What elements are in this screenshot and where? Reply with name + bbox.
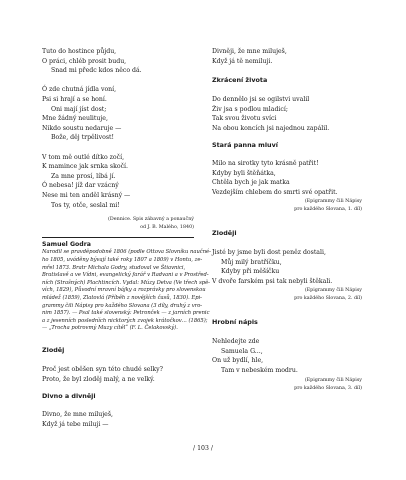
poem-line: Vezdejším chlebem do smrti své opatřit. xyxy=(212,188,338,196)
poem-line: Nehledejte zde xyxy=(212,338,260,345)
bio-line: ho 1805, uváděny bývají také roky 1807 a 1809) v Hontu, ze- xyxy=(42,257,203,263)
poem-line: Oni mají jíst dost; xyxy=(51,105,107,113)
poem-hostinec xyxy=(42,47,142,210)
poem-line: Kdyby byli štěňátka, xyxy=(212,169,276,177)
poem-line: Tam v nebeském modru. xyxy=(221,366,298,374)
heading-zlodeji: Zloději xyxy=(212,229,237,237)
poem-line: K mamince jak srnka skočí. xyxy=(42,163,128,171)
poem-line: O práci, chléb prosit budu, xyxy=(42,57,127,65)
poem-line: Nese mi ten anděl krásný — xyxy=(42,191,131,199)
source-stara-panna xyxy=(212,198,362,213)
poem-divno-continued xyxy=(212,47,287,66)
poem-zlodej xyxy=(42,365,163,384)
poem-line: Do dennělo jsi se ogilstvi uvalil xyxy=(212,96,310,103)
bio-line: nim 1857). — Psal také slovenský: Petronček — z jarních prenic xyxy=(42,310,210,317)
source-line: (Epigrammy čili Nápisy xyxy=(304,378,362,383)
bio-line: grammy čili Nápisy pro každého Slovana (3 díly, druhý z vro- xyxy=(42,302,203,309)
poem-line: Kdyby při měšíčku xyxy=(221,268,280,276)
bio-line: Bratislavě a ve Vídni, evangelický farář v Radvani a v Prostřed- xyxy=(42,272,209,279)
heading-zkraceni: Zkrácení života xyxy=(212,76,268,84)
poem-zkraceni xyxy=(212,95,329,133)
poem-line: V dvoře farském psi tak nebyli štěkali. xyxy=(212,277,333,285)
poem-line: Divněji, že mne miluješ, xyxy=(212,48,287,55)
poem-line: Nikdo soustu nedaruje — xyxy=(42,124,122,132)
bio-line: Narodil se pravděpodobně 1806 (podle Ottova Slovníku naučné- xyxy=(42,249,211,256)
heading-hrobni-napis: Hrobní nápis xyxy=(212,318,258,326)
page-number: / 103 / xyxy=(193,445,213,452)
bio-line: a z jesenních poslední̇ch nicktorých zvojek krátočkov… (1865); xyxy=(42,317,208,324)
source-line: pro každého Slovana, 3. díl) xyxy=(294,385,362,391)
poem-zlodeji xyxy=(212,248,332,286)
poem-line: Samuela G..., xyxy=(221,347,263,355)
poem-line: Tos ty, otče, seslal mi! xyxy=(51,201,120,209)
author-bio xyxy=(42,241,211,333)
source-line: (Epigrammy čili Nápisy xyxy=(304,288,362,293)
poem-line: Když já tebe miluji — xyxy=(42,420,109,428)
poem-line: Milo na sirotky tyto krásně patřit! xyxy=(212,160,319,167)
poem-line: Na obou koncích jsi najednou zapálil. xyxy=(212,124,330,132)
source-dennice xyxy=(42,216,194,231)
poem-line: Tak svou životu svíci xyxy=(212,115,277,123)
poem-line: Ó nebesa! jíž dar vzácný xyxy=(42,182,119,190)
poem-line: Jisté by jsme byli dost peněz dostali, xyxy=(212,249,326,256)
source-zlodeji xyxy=(212,287,362,302)
poem-line: Divno, že mne miluješ, xyxy=(42,411,113,418)
source-line: pro každého Slovana, 1. díl) xyxy=(294,206,362,212)
bio-line: mřel 1873. Bratr Michala Godry, studoval ve Štiavnici, xyxy=(42,264,186,271)
poem-line: Chtěla bych je jak matka xyxy=(212,179,290,187)
bio-line: mládež (1859), Zlatovlá (Příběh z novějších časů, 1830). Epi- xyxy=(42,294,202,301)
heading-stara-panna: Stará panna mluví xyxy=(212,141,278,149)
poem-line: Když já tě nemiluji. xyxy=(212,57,273,65)
poem-line: Proto, že byl zloděj malý, a ne velký. xyxy=(42,375,155,383)
poem-line: V tom mě outlé dítko zočí, xyxy=(42,153,125,161)
poem-line: Psi si hrají a se honí. xyxy=(42,95,107,103)
poem-line: Tuto do hostince půjdu, xyxy=(42,48,117,55)
poem-line: Snad mi předc kdos něco dá. xyxy=(51,67,142,75)
poem-hrobni-napis xyxy=(212,337,298,375)
section-divider xyxy=(42,237,194,238)
bio-line: ních (Strašných) Plachtincích. Vydal: Múzy Detva (Ve třech spě- xyxy=(42,279,210,286)
heading-divno: Divno a divněji xyxy=(42,392,96,400)
source-line: od J. B. Malého, 1840) xyxy=(140,224,194,230)
poem-line: Bože, děj trpělivost! xyxy=(51,134,115,142)
source-line: (Dennice. Spis zábavný a ponaučný xyxy=(108,217,194,222)
poem-line: On už bydlí, hle, xyxy=(212,357,264,365)
poem-divno xyxy=(42,410,113,429)
poem-stara-panna xyxy=(212,159,338,197)
bio-line: vích, 1829), Původní mravní bájky a rozprávky pro slovenskou xyxy=(42,287,206,294)
bio-line: — „Trocha potrovmý Muzy cítěl“ (F. L. Čelakovský). xyxy=(42,325,178,332)
author-name: Samuel Godra xyxy=(42,241,91,248)
heading-zlodej: Zloděj xyxy=(42,346,65,354)
source-line: pro každého Slovana, 2. díl) xyxy=(294,295,362,301)
poem-line: Živ jsa s podlou mladicí; xyxy=(212,105,288,113)
poem-line: Za mne prosí, líbá jí. xyxy=(51,172,116,180)
poem-line: Ó zde chutná jídla voní, xyxy=(42,86,117,94)
source-line: (Epigrammy čili Nápisy xyxy=(304,199,362,204)
source-hrobni-napis xyxy=(212,377,362,392)
poem-line: Proč jest oběšen syn této chudé selky? xyxy=(42,366,163,373)
poem-line: Mne žádný neulituje, xyxy=(42,115,108,123)
poem-line: Můj milý bratříčku, xyxy=(221,258,282,266)
